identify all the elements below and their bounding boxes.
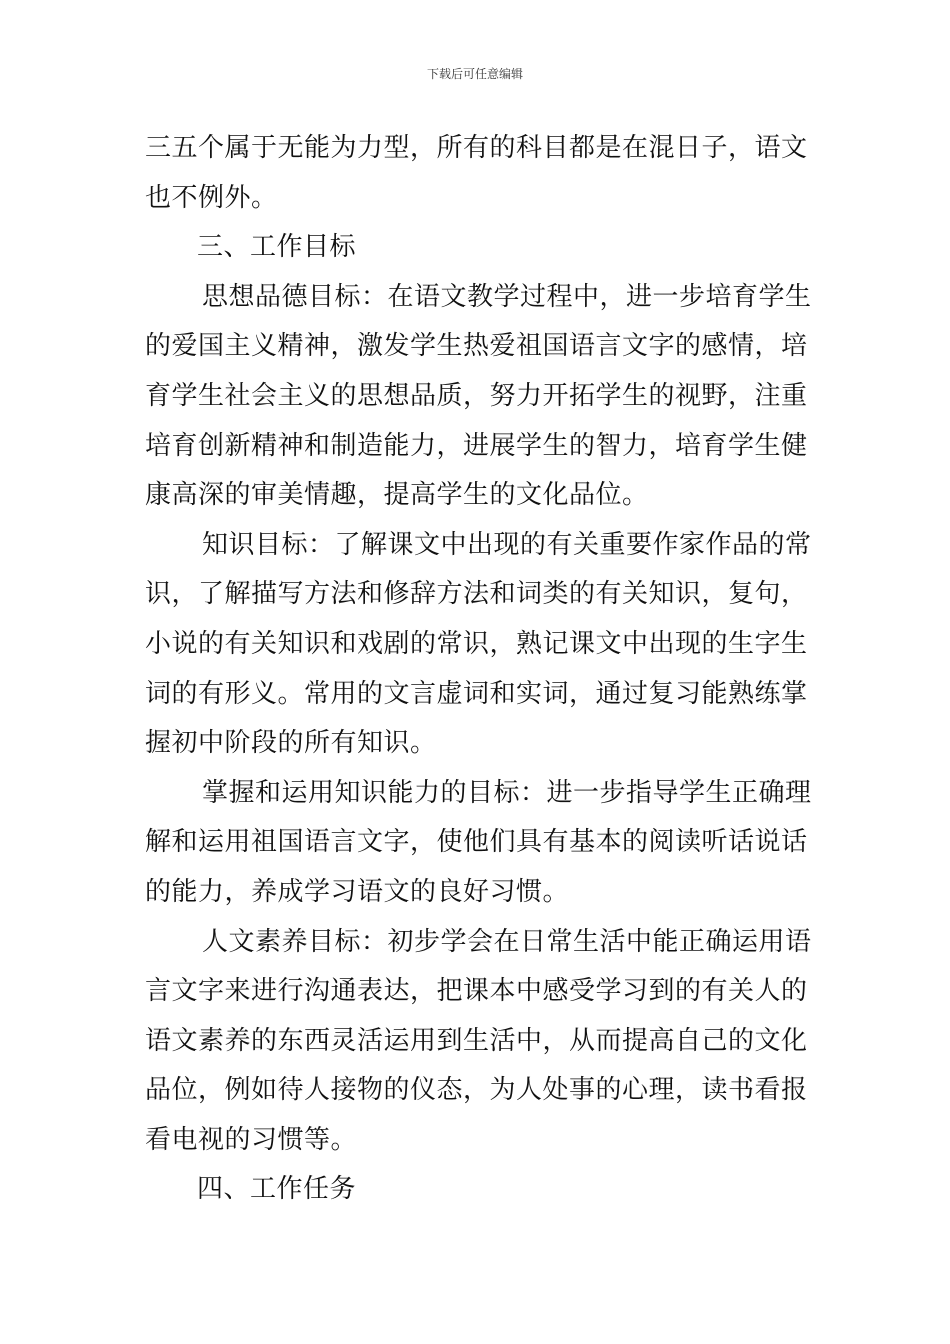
text-line: 看电视的习惯等。 bbox=[145, 1124, 358, 1155]
document-body bbox=[145, 124, 810, 1215]
text-line: 康高深的审美情趣，提高学生的文化品位。 bbox=[145, 480, 649, 511]
text-line: 三五个属于无能为力型，所有的科目都是在混日子，语文 bbox=[145, 133, 808, 163]
text-line: 言文字来进行沟通表达，把课本中感受学习到的有关人的 bbox=[145, 976, 808, 1007]
paragraph-start: 人文素养目标：初步学会在日常生活中能正确运用语 bbox=[202, 926, 812, 957]
text-line: 育学生社会主义的思想品质，努力开拓学生的视野，注重 bbox=[145, 380, 808, 411]
page-header: 下载后可任意编辑 bbox=[426, 67, 523, 81]
text-line: 小说的有关知识和戏剧的常识，熟记课文中出现的生字生 bbox=[145, 628, 808, 659]
paragraph-start: 掌握和运用知识能力的目标：进一步指导学生正确理 bbox=[202, 777, 812, 808]
paragraph-start: 思想品德目标：在语文教学过程中，进一步培育学生 bbox=[202, 281, 812, 312]
text-line: 的能力，养成学习语文的良好习惯。 bbox=[145, 876, 570, 907]
text-line: 的爱国主义精神，激发学生热爱祖国语言文字的感情，培 bbox=[145, 331, 808, 362]
text-line: 识，了解描写方法和修辞方法和词类的有关知识，复句， bbox=[145, 579, 808, 610]
text-line: 解和运用祖国语言文字，使他们具有基本的阅读听话说话 bbox=[145, 827, 808, 858]
text-line: 也不例外。 bbox=[145, 182, 278, 213]
text-line: 品位，例如待人接物的仪态，为人处事的心理，读书看报 bbox=[145, 1075, 808, 1106]
text-line: 培育创新精神和制造能力，进展学生的智力，培育学生健 bbox=[145, 430, 808, 461]
text-line: 语文素养的东西灵活运用到生活中，从而提高自己的文化 bbox=[145, 1025, 808, 1056]
paragraph-start: 知识目标：了解课文中出现的有关重要作家作品的常 bbox=[202, 529, 812, 560]
section-heading: 三、工作目标 bbox=[197, 232, 357, 263]
text-line: 握初中阶段的所有知识。 bbox=[145, 728, 437, 759]
section-heading: 四、工作任务 bbox=[197, 1174, 357, 1205]
text-line: 词的有形义。常用的文言虚词和实词，通过复习能熟练掌 bbox=[145, 678, 808, 709]
